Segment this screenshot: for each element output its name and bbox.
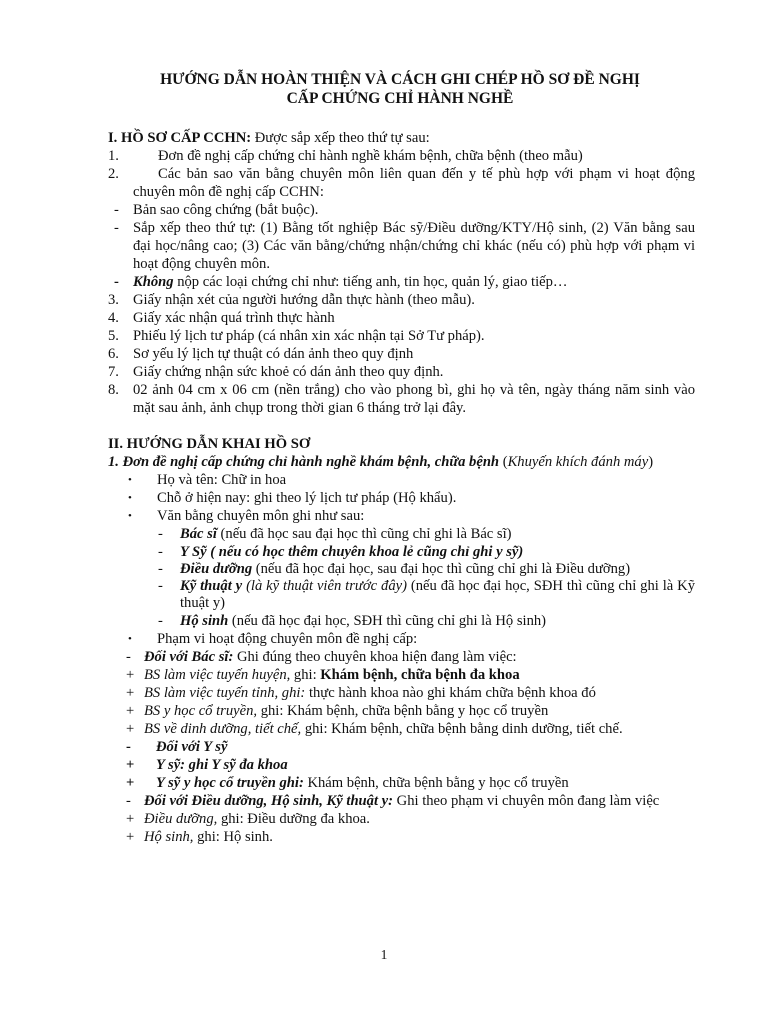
list-item: 1. Đơn đề nghị cấp chứng chỉ hành nghề khám bệnh, chữa bệnh (theo mẫu) <box>108 148 583 164</box>
scope-item: + BS y học cổ truyền, ghi: Khám bệnh, chữa bệnh bằng y học cổ truyền <box>126 703 549 719</box>
sub-list-item: - Kỹ thuật y (là kỹ thuật viên trước đây) (nếu đã học đại học, SĐH thì cũng chỉ ghi là Kỹ thuật y) <box>158 578 696 611</box>
list-item: - Không nộp các loại chứng chỉ như: tiếng anh, tin học, quản lý, giao tiếp… <box>114 274 568 290</box>
scope-item: + BS làm việc tuyến tỉnh, ghi: thực hành khoa nào ghi khám chữa bệnh khoa đó <box>126 685 596 701</box>
scope-item: - Đối với Điều dưỡng, Hộ sinh, Kỹ thuật y: Ghi theo phạm vi chuyên môn đang làm việc <box>126 793 660 809</box>
scope-item: - Đối với Y sỹ <box>126 739 228 755</box>
bullet-item: • Văn bằng chuyên môn ghi như sau: <box>128 508 365 524</box>
list-item: 7. Giấy chứng nhận sức khoẻ có dán ảnh theo quy định. <box>108 364 444 380</box>
bullet-item: • Phạm vi hoạt động chuyên môn đề nghị cấp: <box>128 631 418 647</box>
list-item: 8. 02 ảnh 04 cm x 06 cm (nền trắng) cho vào phong bì, ghi họ và tên, ngày tháng năm sinh vào mặt sau ảnh, ảnh chụp trong thời gian 6 tháng trở lại đây. <box>108 382 695 416</box>
sub-list-item: - Bác sĩ (nếu đã học sau đại học thì cũng chỉ ghi là Bác sĩ) <box>158 526 512 542</box>
list-item: 4. Giấy xác nhận quá trình thực hành <box>108 310 335 326</box>
title-line-1: HƯỚNG DẪN HOÀN THIỆN VÀ CÁCH GHI CHÉP HỒ SƠ ĐỀ NGHỊ <box>160 71 640 88</box>
document-title <box>100 70 700 108</box>
sub-list-item: - Điều dưỡng (nếu đã học đại học, sau đại học thì cũng chỉ ghi là Điều dưỡng) <box>158 561 631 577</box>
list-item: 6. Sơ yếu lý lịch tự thuật có dán ảnh theo quy định <box>108 346 414 362</box>
page-number: 1 <box>380 947 388 962</box>
scope-item: + BS làm việc tuyến huyện, ghi: Khám bệnh, chữa bệnh đa khoa <box>126 667 520 683</box>
title-line-2: CẤP CHỨNG CHỈ HÀNH NGHỀ <box>286 90 514 107</box>
section-2-heading: II. HƯỚNG DẪN KHAI HỒ SƠ <box>108 436 311 452</box>
list-item: 2. Các bản sao văn bằng chuyên môn liên quan đến y tế phù hợp với phạm vi hoạt động chuyên môn đề nghị cấp CCHN: <box>108 166 695 200</box>
sub-list-item: - Y Sỹ ( nếu có học thêm chuyên khoa lẻ cũng chỉ ghi y sỹ) <box>158 544 524 560</box>
list-item: 3. Giấy nhận xét của người hướng dẫn thực hành (theo mẫu). <box>108 292 475 308</box>
scope-item: + Điều dưỡng, ghi: Điều dưỡng đa khoa. <box>126 811 370 827</box>
list-item: - Bản sao công chứng (bắt buộc). <box>114 202 319 218</box>
section-1-heading: I. HỒ SƠ CẤP CCHN: Được sắp xếp theo thứ tự sau: <box>108 130 430 146</box>
list-item: 5. Phiếu lý lịch tư pháp (cá nhân xin xác nhận tại Sở Tư pháp). <box>108 328 485 344</box>
scope-item: + Hộ sinh, ghi: Hộ sinh. <box>126 829 273 845</box>
subsection-1-heading: 1. Đơn đề nghị cấp chứng chỉ hành nghề khám bệnh, chữa bệnh (Khuyến khích đánh máy) <box>108 454 654 470</box>
bullet-item: • Chỗ ở hiện nay: ghi theo lý lịch tư pháp (Hộ khẩu). <box>128 490 457 506</box>
scope-item: + Y sỹ: ghi Y sỹ đa khoa <box>126 757 288 773</box>
list-item: - Sắp xếp theo thứ tự: (1) Bằng tốt nghiệp Bác sỹ/Điều dưỡng/KTY/Hộ sinh, (2) Văn bằng sau đại học/nâng cao; (3) Các văn bằng/chứng nhận/chứng chỉ khác (nếu có) phù hợp với phạm vi hoạt động chuyên môn. <box>114 220 695 272</box>
scope-item: - Đối với Bác sĩ: Ghi đúng theo chuyên khoa hiện đang làm việc: <box>126 649 517 665</box>
sub-list-item: - Hộ sinh (nếu đã học đại học, SĐH thì cũng chỉ ghi là Hộ sinh) <box>158 613 547 629</box>
scope-item: + Y sỹ y học cổ truyền ghi: Khám bệnh, chữa bệnh bằng y học cổ truyền <box>126 775 569 791</box>
document-body <box>108 129 695 846</box>
scope-item: + BS về dinh dưỡng, tiết chế, ghi: Khám bệnh, chữa bệnh bằng dinh dưỡng, tiết chế. <box>126 721 623 737</box>
bullet-item: • Họ và tên: Chữ in hoa <box>128 472 287 488</box>
